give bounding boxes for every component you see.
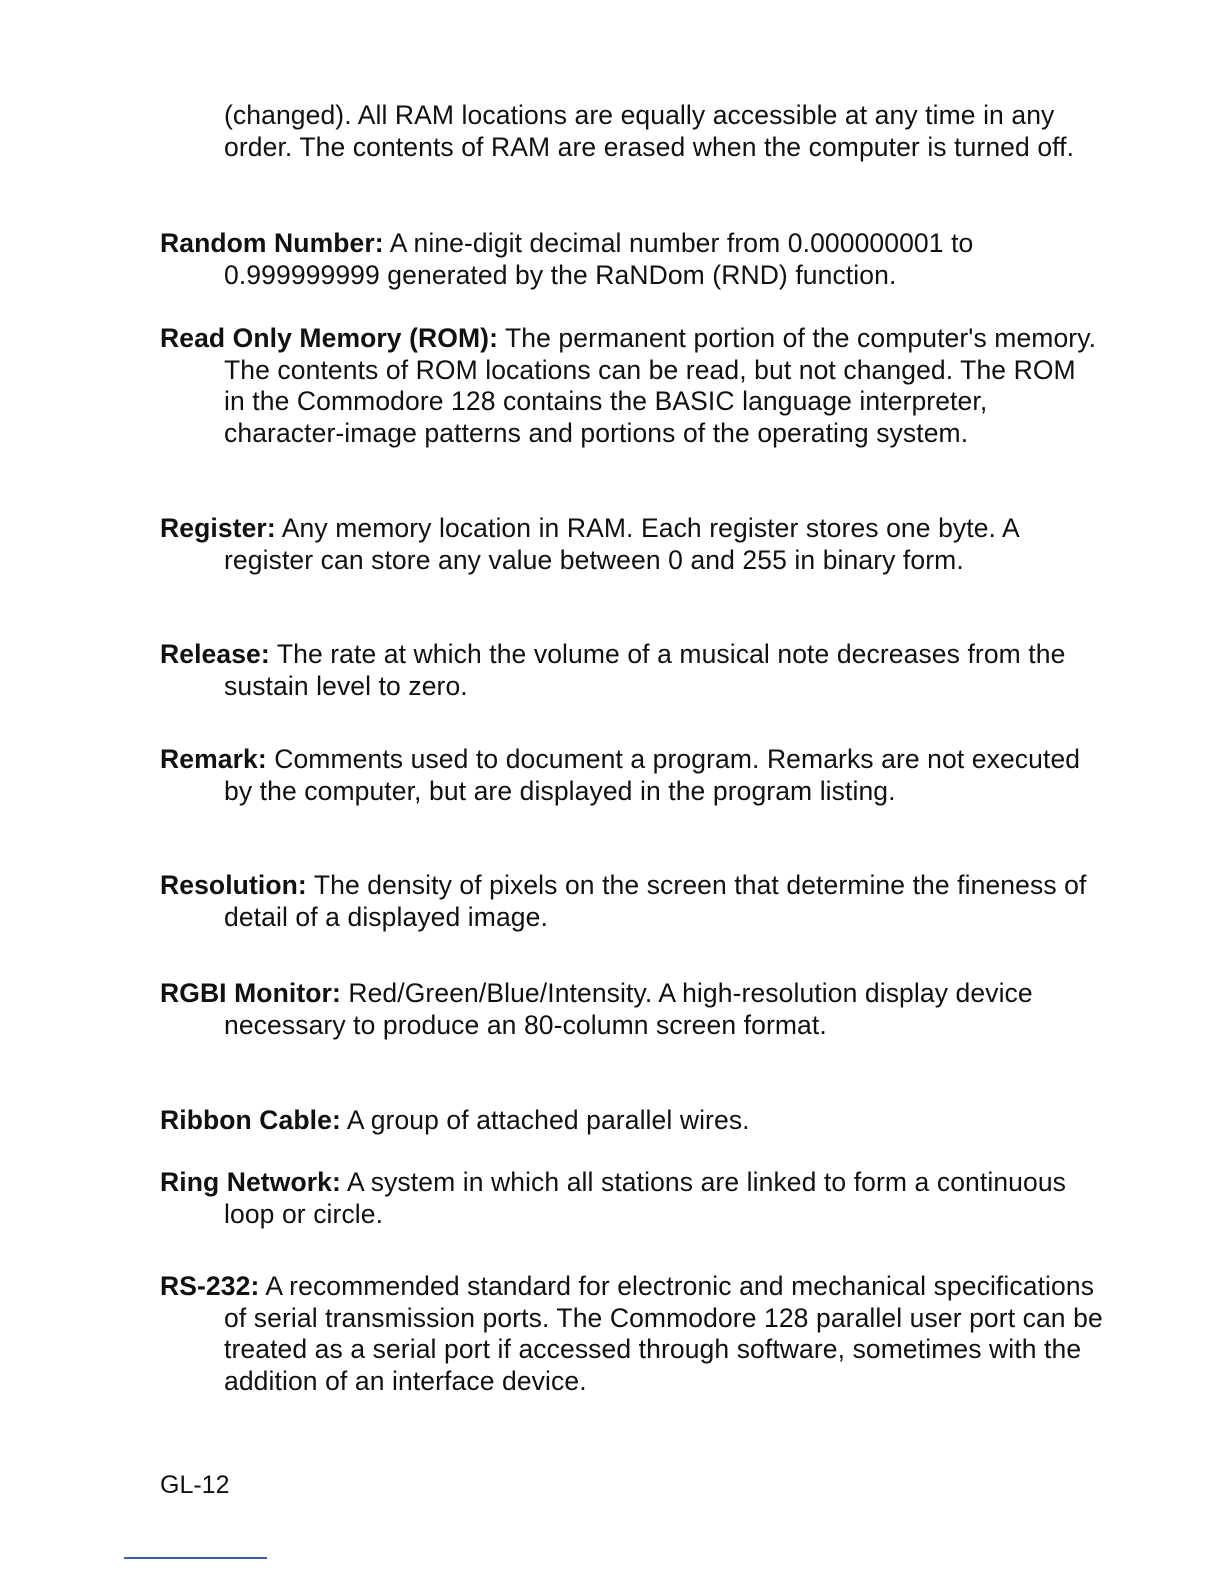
glossary-entry-ring-network xyxy=(160,1167,1104,1230)
entry-definition: The density of pixels on the screen that determine the fineness of detail of a displayed image. xyxy=(224,870,1087,932)
glossary-entry-remark xyxy=(160,744,1104,807)
entry-term: RS-232: xyxy=(160,1271,260,1301)
glossary-entry-random-number xyxy=(160,228,1104,291)
entry-definition: A recommended standard for electronic and mechanical specifications of serial transmission ports. The Commodore 128 parallel user port can be treated as a serial port if accessed through software, sometimes with the addition of an interface device. xyxy=(224,1271,1103,1397)
glossary-entry-rom xyxy=(160,323,1104,450)
page-number: GL-12 xyxy=(160,1471,230,1499)
glossary-entry-rgbi-monitor xyxy=(160,978,1104,1041)
entry-term: Ring Network: xyxy=(160,1167,341,1197)
entry-definition: A nine-digit decimal number from 0.000000001 to 0.999999999 generated by the RaNDom (RND) function. xyxy=(224,228,974,290)
continuation-text: (changed). All RAM locations are equally accessible at any time in any order. The contents of RAM are erased when the computer is turned off. xyxy=(224,100,1075,162)
entry-term: Resolution: xyxy=(160,870,307,900)
entry-definition: Comments used to document a program. Remarks are not executed by the computer, but are displayed in the program listing. xyxy=(224,744,1081,806)
entry-term: Ribbon Cable: xyxy=(160,1105,341,1135)
entry-term: Random Number: xyxy=(160,228,384,258)
entry-definition: The rate at which the volume of a musical note decreases from the sustain level to zero. xyxy=(224,639,1066,701)
glossary-entry-register xyxy=(160,513,1104,576)
entry-term: Read Only Memory (ROM): xyxy=(160,323,499,353)
bottom-rule xyxy=(124,1557,267,1559)
entry-term: Remark: xyxy=(160,744,267,774)
entry-term: RGBI Monitor: xyxy=(160,978,341,1008)
entry-definition: A system in which all stations are linked to form a continuous loop or circle. xyxy=(224,1167,1067,1229)
entry-definition: A group of attached parallel wires. xyxy=(346,1105,750,1135)
glossary-entry-release xyxy=(160,639,1104,702)
glossary-entry-ribbon-cable xyxy=(160,1105,1104,1137)
entry-term: Register: xyxy=(160,513,276,543)
glossary-entry-resolution xyxy=(160,870,1104,933)
entry-definition: The permanent portion of the computer's memory. The contents of ROM locations can be read, but not changed. The ROM in the Commodore 128 contains the BASIC language interpreter, character-image patterns and portions of the operating system. xyxy=(224,323,1097,449)
entry-definition: Red/Green/Blue/Intensity. A high-resolution display device necessary to produce an 80-column screen format. xyxy=(224,978,1033,1040)
entry-definition: Any memory location in RAM. Each register stores one byte. A register can store any value between 0 and 255 in binary form. xyxy=(224,513,1019,575)
glossary-entry-rs-232 xyxy=(160,1271,1104,1398)
entry-term: Release: xyxy=(160,639,270,669)
